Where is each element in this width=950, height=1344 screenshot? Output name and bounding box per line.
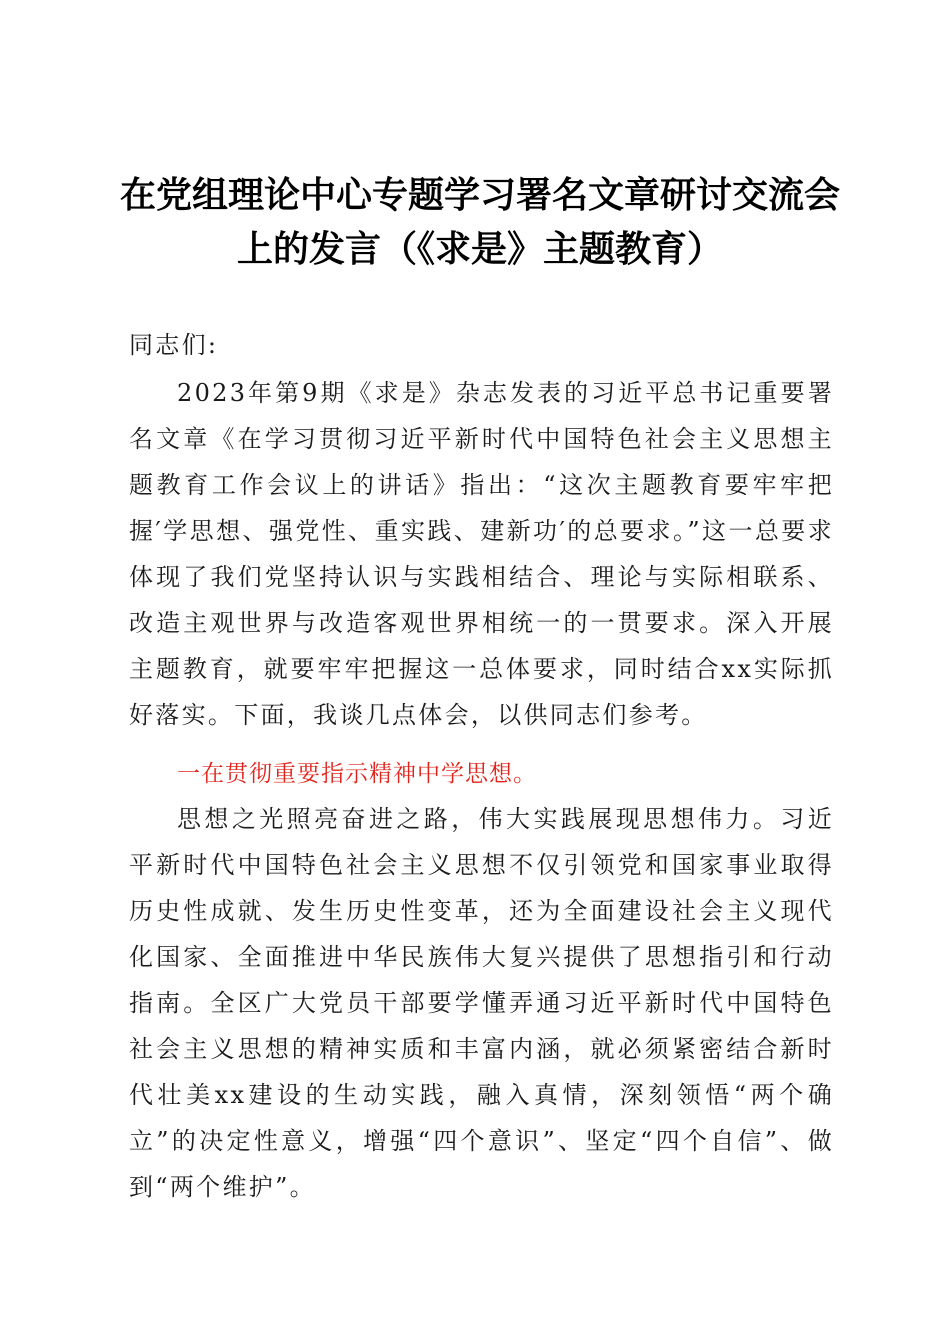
document-title bbox=[110, 168, 850, 276]
paragraph-section-1: 思想之光照亮奋进之路，伟大实践展现思想伟力。习近平新时代中国特色社会主义思想不仅引领党和国家事业取得历史性成就、发生历史性变革，还为全面建设社会主义现代化国家、全面推进中华民族伟大复兴提供了思想指引和行动指南。全区广大党员干部要学懂弄通习近平新时代中国特色社会主义思想的精神实质和丰富内涵，就必须紧密结合新时代壮美xx建设的生动实践，融入真情，深刻领悟“两个确立”的决定性意义，增强“四个意识”、坚定“四个自信”、做到“两个维护”。 bbox=[129, 805, 834, 1201]
paragraph-intro: 2023年第9期《求是》杂志发表的习近平总书记重要署名文章《在学习贯彻习近平新时代中国特色社会主义思想主题教育工作会议上的讲话》指出：“这次主题教育要牢牢把握′学思想、强党性、重实践、建新功′的总要求。”这一总要求体现了我们党坚持认识与实践相结合、理论与实际相联系、改造主观世界与改造客观世界相统一的一贯要求。深入开展主题教育，就要牢牢把握这一总体要求，同时结合xx实际抓好落实。下面，我谈几点体会，以供同志们参考。 bbox=[129, 379, 834, 729]
title-line-2: 上的发言（《求是》主题教育） bbox=[236, 228, 723, 270]
section-heading: 一在贯彻重要指示精神中学思想。 bbox=[177, 761, 537, 787]
title-line-1: 在党组理论中心专题学习署名文章研讨交流会 bbox=[119, 174, 840, 216]
salutation: 同志们: bbox=[129, 331, 219, 359]
